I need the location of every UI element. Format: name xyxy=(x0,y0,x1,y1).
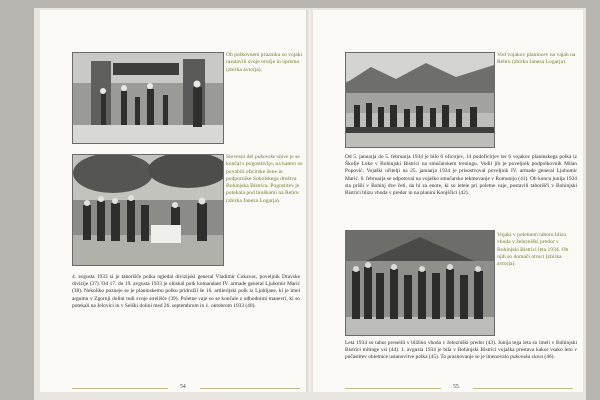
photo-reception-under-trees xyxy=(72,154,224,266)
photo-soldiers-on-rebro xyxy=(345,52,495,148)
photo-caption-4: Vojaki v poletnem taboru blizu vhoda v železniški predor v Bohinjski Bistrici leta 1934. Ob njih so domači otroci (zbirka avtorja). xyxy=(497,232,569,268)
photo-caption-2: Slovesni del pukovske slave je se končal s pogostitvijo, na katero so povabili oficirske žene in podpornike Sokolskega društva Bohinjska Bistrica. Pogostitev je potekala pod hruškami na Rebru (zbirka Janeza Logarja). xyxy=(226,154,303,204)
footer-rule-right-a xyxy=(345,388,441,389)
photo-caption-1: Ob polkovnem prazniku so vojaki razstavili svoje orožje in opremo (zbirka avtorja). xyxy=(226,52,303,73)
right-page xyxy=(312,10,583,392)
footer-rule-left-b xyxy=(200,388,300,389)
photo-summer-camp-tunnel xyxy=(345,230,495,336)
footer-rule-left-a xyxy=(72,388,168,389)
body-text-right-1: Od 5. januarja do 5. februarja 1934 je bilo 6 oficirjev, 14 podoficirjev ter 6 vojakov planinskega polka iz Škofje Loke v Bohinjski Bistrici na smučarskem treningu. Vodil jih je poveljnik podpolkovnik Milan Popović. Vojaški učitelji na 25. januarja 1934 je prisostvoval poveljnik IV. armade general Ljubomir Marić. 6. februarja se odpotoval na vojaško smučarsko tekmovanje v Romunijo (41). Ob koncu junija 1934 sta prišli v Bohinj dve četi, da bi za enote, ki so letele pri poletne vaje, postavili taborišči v Bohinjski Bistrici blizu vhoda v predor in na planini Konjščici (42). xyxy=(345,154,577,197)
photo-weapons-display xyxy=(72,52,224,144)
page-number-right: 55 xyxy=(453,384,459,390)
left-page xyxy=(40,10,309,392)
footer-rule-right-b xyxy=(473,388,573,389)
photo-caption-3: Vod vojakov planincev na vajah na Rebru (zbirka Janeza Logarja). xyxy=(497,52,576,66)
body-text-left: 4. avgusta 1933 si je taborišče polka ogledal divizijski general Vladimir Cukavac, poveljnik Dravske divizije (37). Od 17. do 19. avgusta 1933 je obiskal polk komandant IV. armade general Ljubomir Marić (38). Nekoliko pozneje se je planinskemu polku pridružil še 16. artilerijski polk iz Ljubljane, ki je imel argumu v Zgornji dolini tudi svoje strelišče (39). Poletne vaje so se končale z odhodnimi manevri, ki so potekali na Jelovici in v Selški dolini med 26. septembrom in 1. oktobrom 1933 (40). xyxy=(72,274,300,309)
page-number-left: 54 xyxy=(180,384,186,390)
body-text-right-2: Leta 1934 so tabor preselili v bližino vhoda v železniški predor (43). Junija tega leta so imeli v Bohinjski Bistrici mitinge vsi (44). 1. avgusta 1934 je bila v Bohinjski Bistrici vojaška prestava kakor vsako leto v počastitev obletnice ustanovitve polka (45). To praznovanje se je imenovalo pukovska slava (46). xyxy=(345,340,577,361)
